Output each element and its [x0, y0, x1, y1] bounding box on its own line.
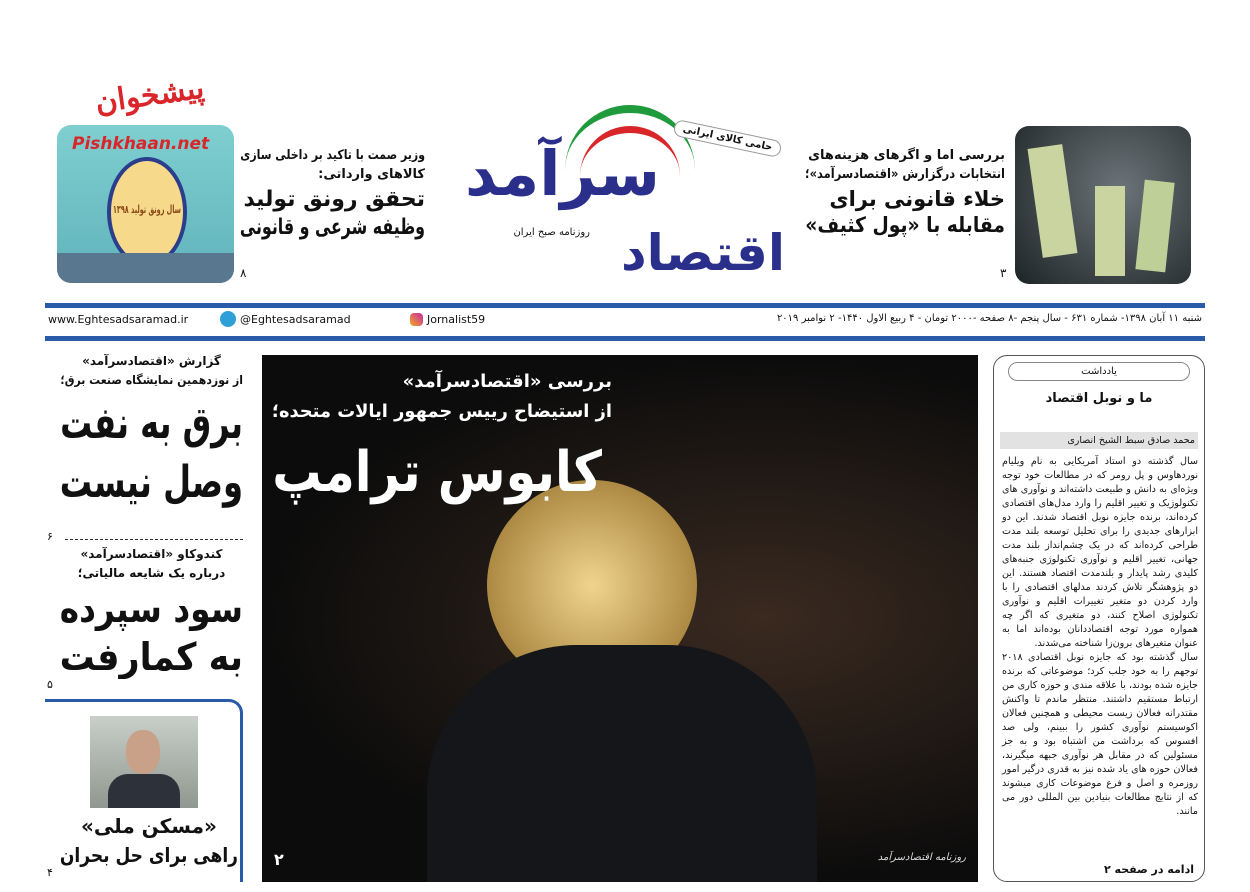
- headline: مقابله با «پول کثیف»: [805, 213, 1005, 238]
- paragraph: سال گذشته بود که جایزه نوبل اقتصادی ۲۰۱۸ توجهم را به خود جلب کرد؛ موضوعاتی که برنده جایزه شده بودند، با علاقه مندی و حوزه کاری من ارتباط مستقیم داشتند. منتظر ماندم تا واکنش مقتدرانه فعالان زیست محیطی و همچنین فعالان اکوسیستم نوآوری کشور را ببینم، ولی صد افسوس که برداشت من اشتباه بود و به جز مسئولین که در مقابل هر نوآوری جبهه میگیرند، فعالان حوزه های یاد شده نیز به قدری درگیر امور روزمره و اصل و فرع موضوعات کاری میشوند که از نتایج مطالعات بنیادین بین المللی دور می مانند.: [1002, 652, 1198, 817]
- continued-link[interactable]: ادامه در صفحه ۲: [1104, 863, 1194, 876]
- masthead-name: سرآمد: [465, 137, 660, 210]
- money-laundering-image: [1015, 126, 1191, 284]
- page-number: ۵: [47, 678, 53, 691]
- headline: تحقق رونق تولید: [243, 187, 425, 212]
- kicker: گزارش «اقتصادسرآمد»: [82, 354, 221, 368]
- masthead-name-bottom: اقتصاد: [621, 224, 785, 282]
- kicker: کالاهای وارداتی:: [318, 167, 425, 182]
- note-column: [993, 355, 1205, 882]
- info-bar: [45, 310, 1205, 332]
- headline: برق به نفت: [60, 398, 243, 449]
- masthead-badge: حامی کالای ایرانی: [672, 119, 782, 158]
- top-left-story[interactable]: [240, 146, 425, 241]
- page-number: ۴: [47, 866, 53, 879]
- top-right-story[interactable]: [805, 146, 1005, 239]
- main-story-image[interactable]: [262, 355, 978, 882]
- note-author: محمد صادق سبط الشیخ انصاری: [1000, 432, 1198, 449]
- page-number: ۶: [47, 530, 53, 543]
- suit-shape: [427, 645, 817, 882]
- watermark-logo: پیشخوان: [93, 70, 207, 121]
- main-kicker: از استیضاح رییس جمهور ایالات متحده؛: [271, 401, 612, 422]
- telegram-icon: [220, 311, 236, 327]
- kicker: انتخابات درگزارش «اقتصادسرآمد»؛: [805, 167, 1005, 182]
- watermark-url: Pishkhaan.net: [72, 134, 210, 154]
- masthead-tagline: روزنامه صبح ایران: [513, 227, 590, 238]
- section-label: یادداشت: [1008, 362, 1190, 381]
- website-link[interactable]: www.Eghtesadsaramad.ir: [48, 313, 189, 326]
- dateline: شنبه ۱۱ آبان ۱۳۹۸- شماره ۶۳۱ - سال پنجم -۸ صفحه -۲۰۰۰ تومان - ۴ ربیع الاول ۱۴۴۰- ۲ نوامبر ۲۰۱۹: [776, 313, 1202, 324]
- kicker: بررسی اما و اگرهای هزینه‌های: [808, 148, 1005, 163]
- left-story-3[interactable]: [45, 699, 243, 882]
- kicker: از نوزدهمین نمایشگاه صنعت برق؛: [60, 373, 244, 387]
- page-number: ۸: [240, 266, 247, 280]
- kicker: وزیر صمت با تاکید بر داخلی سازی: [240, 148, 425, 163]
- main-headline: کابوس ترامپ: [272, 440, 602, 505]
- headline: وظیفه شرعی و قانونی: [239, 214, 425, 240]
- divider: [45, 303, 1205, 308]
- page-number: ۳: [1000, 266, 1007, 280]
- left-story-1[interactable]: [60, 352, 243, 510]
- headline: «مسکن ملی»: [81, 814, 217, 838]
- minister-photo: [90, 716, 198, 808]
- divider: [45, 336, 1205, 341]
- headline: راهی برای حل بحران: [59, 843, 238, 867]
- kicker: کندوکاو «اقتصادسرآمد»: [80, 547, 223, 561]
- headline: سود سپرده: [59, 587, 243, 631]
- kicker: درباره یک شایعه مالیاتی؛: [77, 566, 226, 580]
- top-left-image-text: سال رونق تولید ۱۳۹۸: [112, 203, 181, 216]
- headline: وصل نیست: [59, 457, 243, 508]
- divider: [65, 539, 243, 540]
- masthead-logo: [455, 100, 795, 295]
- left-story-2[interactable]: [60, 545, 243, 681]
- page-number: ۲: [274, 850, 284, 869]
- instagram-icon: [410, 313, 423, 326]
- main-kicker: بررسی «اقتصادسرآمد»: [402, 371, 612, 392]
- headline: به کمارفت: [59, 634, 243, 679]
- note-title: ما و نوبل اقتصاد: [1045, 391, 1153, 406]
- photo-credit: روزنامه اقتصادسرآمد: [877, 852, 966, 863]
- telegram-handle[interactable]: @Eghtesadsaramad: [240, 313, 351, 326]
- instagram-handle[interactable]: Jornalist59: [427, 313, 486, 326]
- paragraph: سال گذشته دو استاد آمریکایی به نام ویلیام نوردهاوس و پل رومر که در مطالعات خود توجه ویژه‌ای به دانش و طبیعت داشته‌اند و نوآوری های تکنولوژیک و تغییر اقلیم را وارد مدل‌های اقتصادی کرده‌اند، برنده جایزه نوبل اقتصاد شدند. این دو ابزارهای جدیدی را برای تحلیل توسعه بلند مدت طراحی کرده‌اند که در یک چشم‌انداز بلند مدت جهانی، تغییر اقلیم و نوآوری تکنولوژی جنبه‌های کلیدی رشد پایدار و بلندمدت اقتصاد هستند. این دو پژوهشگر تلاش کردند مدلهای اقتصادی را با وارد کردن دو متغیر تغییرات اقلیم و نوآوری تکنولوژی اصلاح کنند، دو متغیری که اگر چه همواره مورد توجه اقتصاددانان بوده‌اند اما به عنوان متغیرهای برون‌زا شناخته می‌شدند.: [1002, 456, 1198, 649]
- headline: خلاء قانونی برای: [829, 187, 1005, 211]
